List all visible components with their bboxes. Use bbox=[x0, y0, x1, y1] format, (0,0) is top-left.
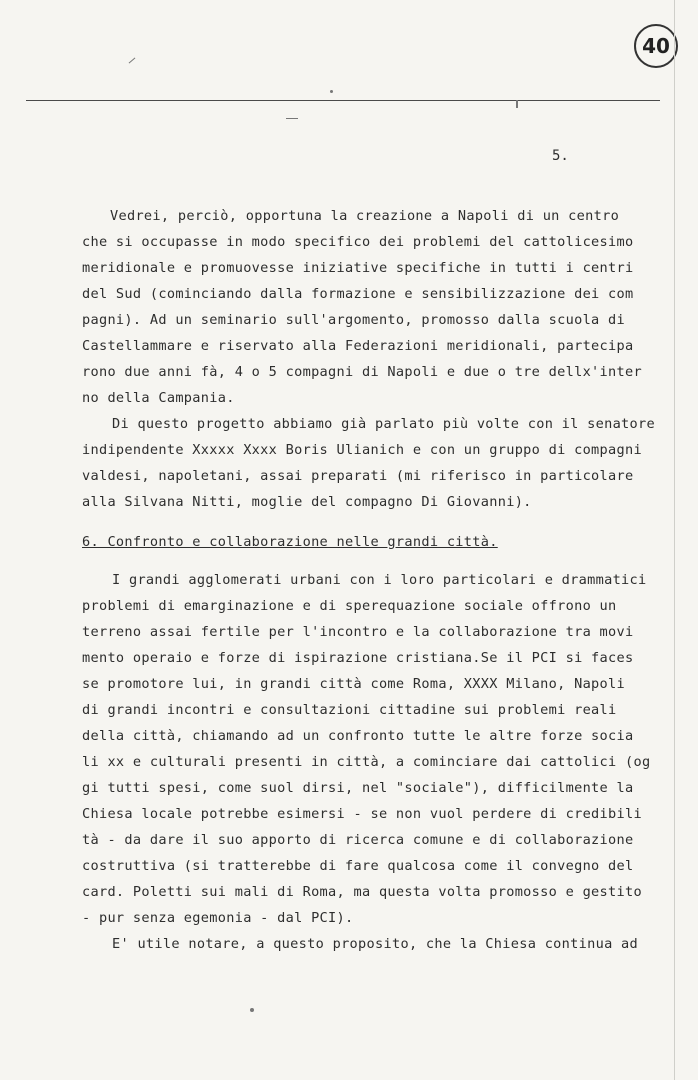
text-line: indipendente Xxxxx Xxxx Boris Ulianich e con un gruppo di compagni bbox=[82, 442, 642, 458]
stray-mark bbox=[286, 118, 298, 119]
text-line: se promotore lui, in grandi città come Roma, XXXX Milano, Napoli bbox=[82, 676, 625, 692]
text-line: no della Campania. bbox=[82, 390, 235, 406]
text-line: che si occupasse in modo specifico dei problemi del cattolicesimo bbox=[82, 234, 634, 250]
text-line: tà - da dare il suo apporto di ricerca comune e di collaborazione bbox=[82, 832, 634, 848]
stray-mark bbox=[330, 90, 333, 93]
paper-edge bbox=[674, 0, 675, 1080]
page-number: 5. bbox=[552, 148, 569, 164]
text-line: pagni). Ad un seminario sull'argomento, promosso dalla scuola di bbox=[82, 312, 625, 328]
text-line: E' utile notare, a questo proposito, che la Chiesa continua ad bbox=[112, 936, 639, 952]
text-line: Castellammare e riservato alla Federazioni meridionali, partecipa bbox=[82, 338, 634, 354]
text-line: mento operaio e forze di ispirazione cristiana.Se il PCI si faces bbox=[82, 650, 634, 666]
text-line: card. Poletti sui mali di Roma, ma questa volta promosso e gestito bbox=[82, 884, 642, 900]
text-line: Vedrei, perciò, opportuna la creazione a Napoli di un centro bbox=[110, 208, 620, 224]
page-stamp: 40 bbox=[634, 24, 678, 68]
text-line: problemi di emarginazione e di sperequazione sociale offrono un bbox=[82, 598, 617, 614]
section-heading: 6. Confronto e collaborazione nelle grandi città. bbox=[82, 534, 498, 550]
text-line: rono due anni fà, 4 o 5 compagni di Napoli e due o tre dellx'inter bbox=[82, 364, 642, 380]
text-line: Di questo progetto abbiamo già parlato più volte con il senatore bbox=[112, 416, 655, 432]
text-line: terreno assai fertile per l'incontro e la collaborazione tra movi bbox=[82, 624, 634, 640]
text-line: gi tutti spesi, come suol dirsi, nel "sociale"), difficilmente la bbox=[82, 780, 634, 796]
text-line: - pur senza egemonia - dal PCI). bbox=[82, 910, 354, 926]
stray-mark bbox=[250, 1008, 254, 1012]
text-line: Chiesa locale potrebbe esimersi - se non vuol perdere di credibili bbox=[82, 806, 642, 822]
header-rule bbox=[26, 100, 660, 101]
text-line: li xx e culturali presenti in città, a cominciare dai cattolici (og bbox=[82, 754, 651, 770]
text-line: alla Silvana Nitti, moglie del compagno Di Giovanni). bbox=[82, 494, 532, 510]
text-line: meridionale e promuovesse iniziative specifiche in tutti i centri bbox=[82, 260, 634, 276]
text-line: costruttiva (si tratterebbe di fare qualcosa come il convegno del bbox=[82, 858, 634, 874]
text-line: di grandi incontri e consultazioni cittadine sui problemi reali bbox=[82, 702, 617, 718]
text-line: valdesi, napoletani, assai preparati (mi riferisco in particolare bbox=[82, 468, 634, 484]
stray-mark bbox=[129, 58, 136, 64]
text-line: della città, chiamando ad un confronto tutte le altre forze socia bbox=[82, 728, 634, 744]
text-line: I grandi agglomerati urbani con i loro particolari e drammatici bbox=[112, 572, 647, 588]
text-line: del Sud (cominciando dalla formazione e sensibilizzazione dei com bbox=[82, 286, 634, 302]
stray-mark bbox=[516, 100, 518, 108]
